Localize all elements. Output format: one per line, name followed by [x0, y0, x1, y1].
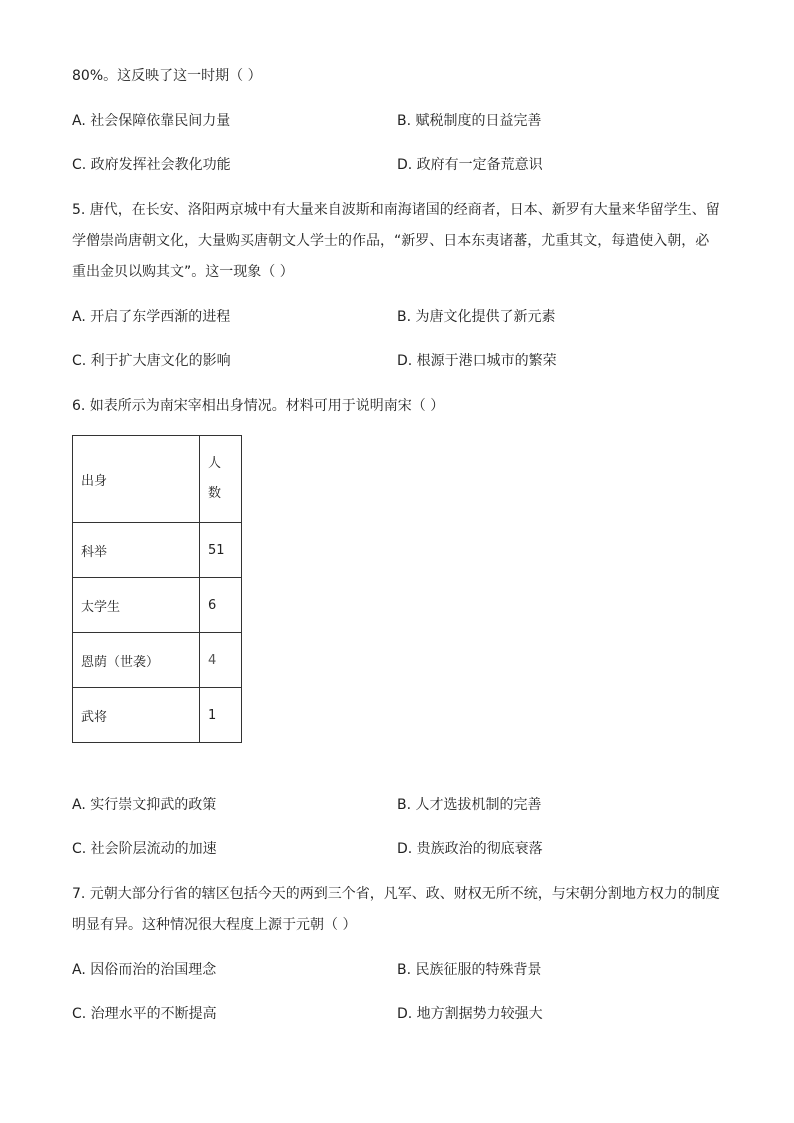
- count-cell: 4: [200, 633, 242, 688]
- origin-cell: 太学生: [73, 578, 200, 633]
- q5-option-b[interactable]: B. 为唐文化提供了新元素: [397, 309, 556, 325]
- q7-stem-line-1: 7. 元朝大部分行省的辖区包括今天的两到三个省，凡军、政、财权无所不统，与宋朝分割地方权力的制度: [72, 886, 720, 902]
- count-cell: 6: [200, 578, 242, 633]
- q7-option-b[interactable]: B. 民族征服的特殊背景: [397, 962, 542, 978]
- q6-option-b[interactable]: B. 人才选拔机制的完善: [397, 797, 542, 813]
- q7-option-a[interactable]: A. 因俗而治的治国理念: [72, 962, 217, 978]
- q5-stem-line-3: 重出金贝以购其文”。这一现象（ ）: [72, 264, 294, 280]
- q6-stem: 6. 如表所示为南宋宰相出身情况。材料可用于说明南宋（ ）: [72, 398, 445, 414]
- header-count: [200, 436, 242, 523]
- header-count-char-1: 人: [208, 456, 222, 471]
- chancellor-origin-table: [72, 435, 242, 743]
- origin-cell: 武将: [73, 688, 200, 743]
- count-cell: 1: [200, 688, 242, 743]
- table-row: [73, 633, 242, 688]
- q4-option-d[interactable]: D. 政府有一定备荒意识: [397, 157, 543, 173]
- table-header-row: [73, 436, 242, 523]
- q6-option-d[interactable]: D. 贵族政治的彻底衰落: [397, 841, 543, 857]
- q5-option-a[interactable]: A. 开启了东学西渐的进程: [72, 309, 231, 325]
- table-row: [73, 578, 242, 633]
- q5-option-d[interactable]: D. 根源于港口城市的繁荣: [397, 353, 557, 369]
- q5-stem-line-1: 5. 唐代，在长安、洛阳两京城中有大量来自波斯和南海诸国的经商者，日本、新罗有大量来华留学生、留: [72, 202, 720, 218]
- q4-option-c[interactable]: C. 政府发挥社会教化功能: [72, 157, 231, 173]
- header-count-char-2: 数: [208, 486, 222, 501]
- q6-option-a[interactable]: A. 实行崇文抑武的政策: [72, 797, 217, 813]
- q7-option-c[interactable]: C. 治理水平的不断提高: [72, 1006, 217, 1022]
- origin-cell: 科举: [73, 523, 200, 578]
- table-row: [73, 688, 242, 743]
- q4-option-b[interactable]: B. 赋税制度的日益完善: [397, 113, 542, 129]
- count-cell: 51: [200, 523, 242, 578]
- q4-option-a[interactable]: A. 社会保障依靠民间力量: [72, 113, 231, 129]
- q4-stem-tail: 80%。这反映了这一时期（ ）: [72, 68, 262, 84]
- q5-option-c[interactable]: C. 利于扩大唐文化的影响: [72, 353, 231, 369]
- q7-stem-line-2: 明显有异。这种情况很大程度上源于元朝（ ）: [72, 917, 357, 933]
- q5-stem-line-2: 学僧崇尚唐朝文化，大量购买唐朝文人学士的作品，“新罗、日本东夷诸蕃，尤重其文，每遣使入朝，必: [72, 233, 710, 249]
- q6-option-c[interactable]: C. 社会阶层流动的加速: [72, 841, 217, 857]
- origin-cell: 恩荫（世袭）: [73, 633, 200, 688]
- table-row: [73, 523, 242, 578]
- q7-option-d[interactable]: D. 地方割据势力较强大: [397, 1006, 543, 1022]
- header-origin: 出身: [73, 436, 200, 523]
